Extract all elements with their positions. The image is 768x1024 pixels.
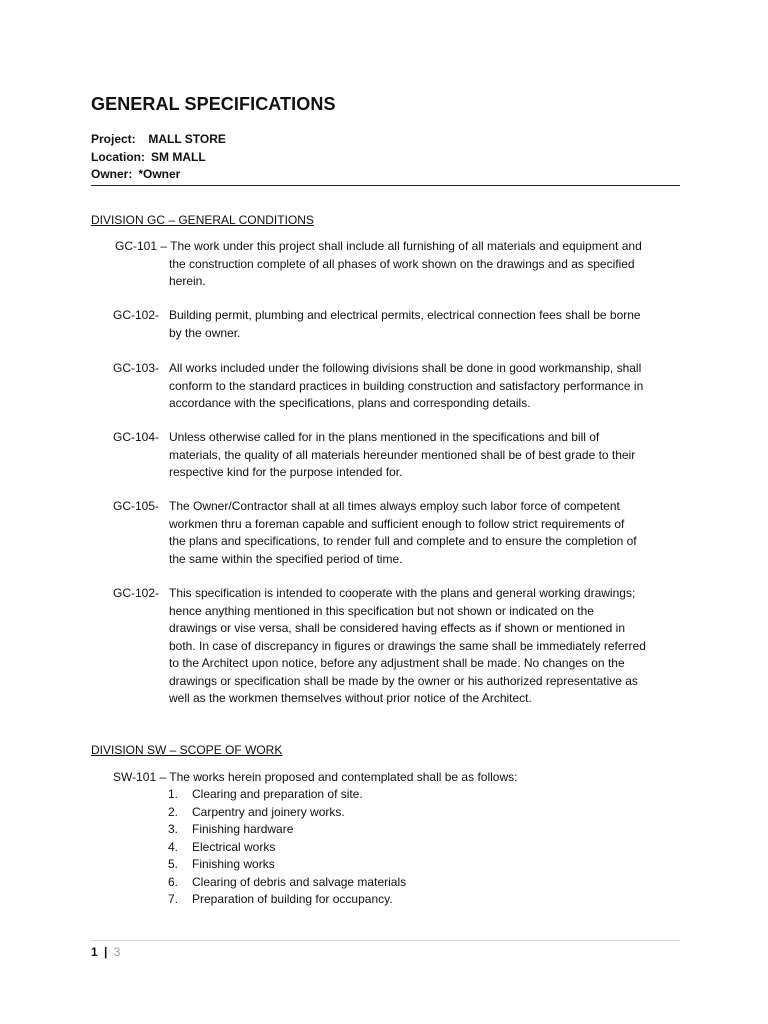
- clause-code: GC-105-: [113, 499, 160, 513]
- project-meta: [91, 131, 226, 184]
- meta-value: *Owner: [138, 167, 181, 181]
- meta-label: Location:: [91, 149, 145, 164]
- clause-text: Unless otherwise called for in the plans mentioned in the specifications and bill of materials, the quality of all materials hereunder mentioned shall be of best grade to their respective kind for the purpose intended for.: [169, 430, 636, 479]
- clause-code: GC-102-: [113, 308, 160, 322]
- clause-text: All works included under the following divisions shall be done in good workmanship, shall conform to the standard practices in building construction and satisfactory performance in accordance with the specifications, plans and corresponding details.: [169, 361, 644, 410]
- list-item: 6. Clearing of debris and salvage materials: [168, 874, 407, 889]
- list-item: 1. Clearing and preparation of site.: [168, 787, 363, 801]
- list-item: 2. Carpentry and joinery works.: [168, 804, 345, 819]
- meta-label: Owner:: [91, 167, 133, 181]
- page-number: [91, 945, 120, 959]
- current-page-number: 1: [91, 945, 98, 959]
- clause-text: the construction complete of all phases of work shown on the drawings and as specified herein.: [169, 256, 635, 288]
- division-gc-heading: DIVISION GC – GENERAL CONDITIONS: [91, 213, 314, 227]
- clause-code: GC-101 – The work under this project shall include all furnishing of all materials and equipment and: [115, 239, 642, 253]
- clause-code: GC-104-: [113, 430, 160, 444]
- list-item: 7. Preparation of building for occupancy.: [168, 892, 393, 906]
- clause-text: The Owner/Contractor shall at all times always employ such labor force of competent workmen thru a foreman capable and sufficient enough to follow strict requirements of the plans and specifications, to render full and complete and to ensure the completion of the same within the specified period of time.: [169, 499, 637, 566]
- clause-text: This specification is intended to cooperate with the plans and general working drawings; hence anything mentioned in this specification but not shown or indicated on the drawings or vise versa, shall be considered having effects as if shown or mentioned in both. In case of discrepancy in figures or drawings the same shall be immediately referred to the Architect upon notice, before any adjustment shall be made. No changes on the drawings or specification shall be made by the owner or his authorized representative as well as the workmen themselves without prior notice of the Architect.: [169, 586, 646, 705]
- list-item: 3. Finishing hardware: [168, 822, 294, 836]
- page-title: GENERAL SPECIFICATIONS: [91, 94, 336, 114]
- list-item: 5. Finishing works: [168, 857, 275, 871]
- footer-divider: [91, 940, 680, 941]
- clause-text: Building permit, plumbing and electrical permits, electrical connection fees shall be borne by the owner.: [169, 308, 641, 340]
- clause-code: GC-102-: [113, 586, 160, 600]
- total-pages: 3: [113, 945, 121, 959]
- page-separator: |: [104, 945, 108, 959]
- meta-label: Project:: [91, 132, 136, 146]
- meta-value: SM MALL: [151, 149, 206, 164]
- sw-101-intro: SW-101 – The works herein proposed and contemplated shall be as follows:: [113, 770, 518, 784]
- meta-value: MALL STORE: [141, 132, 226, 146]
- scope-of-work-list: [168, 786, 406, 909]
- division-sw-heading: DIVISION SW – SCOPE OF WORK: [91, 743, 283, 757]
- clause-code: GC-103-: [113, 361, 160, 375]
- meta-owner: [91, 166, 226, 184]
- header-divider: [91, 185, 680, 186]
- meta-project: [91, 131, 226, 149]
- meta-location: [91, 149, 226, 167]
- list-item: 4. Electrical works: [168, 839, 276, 854]
